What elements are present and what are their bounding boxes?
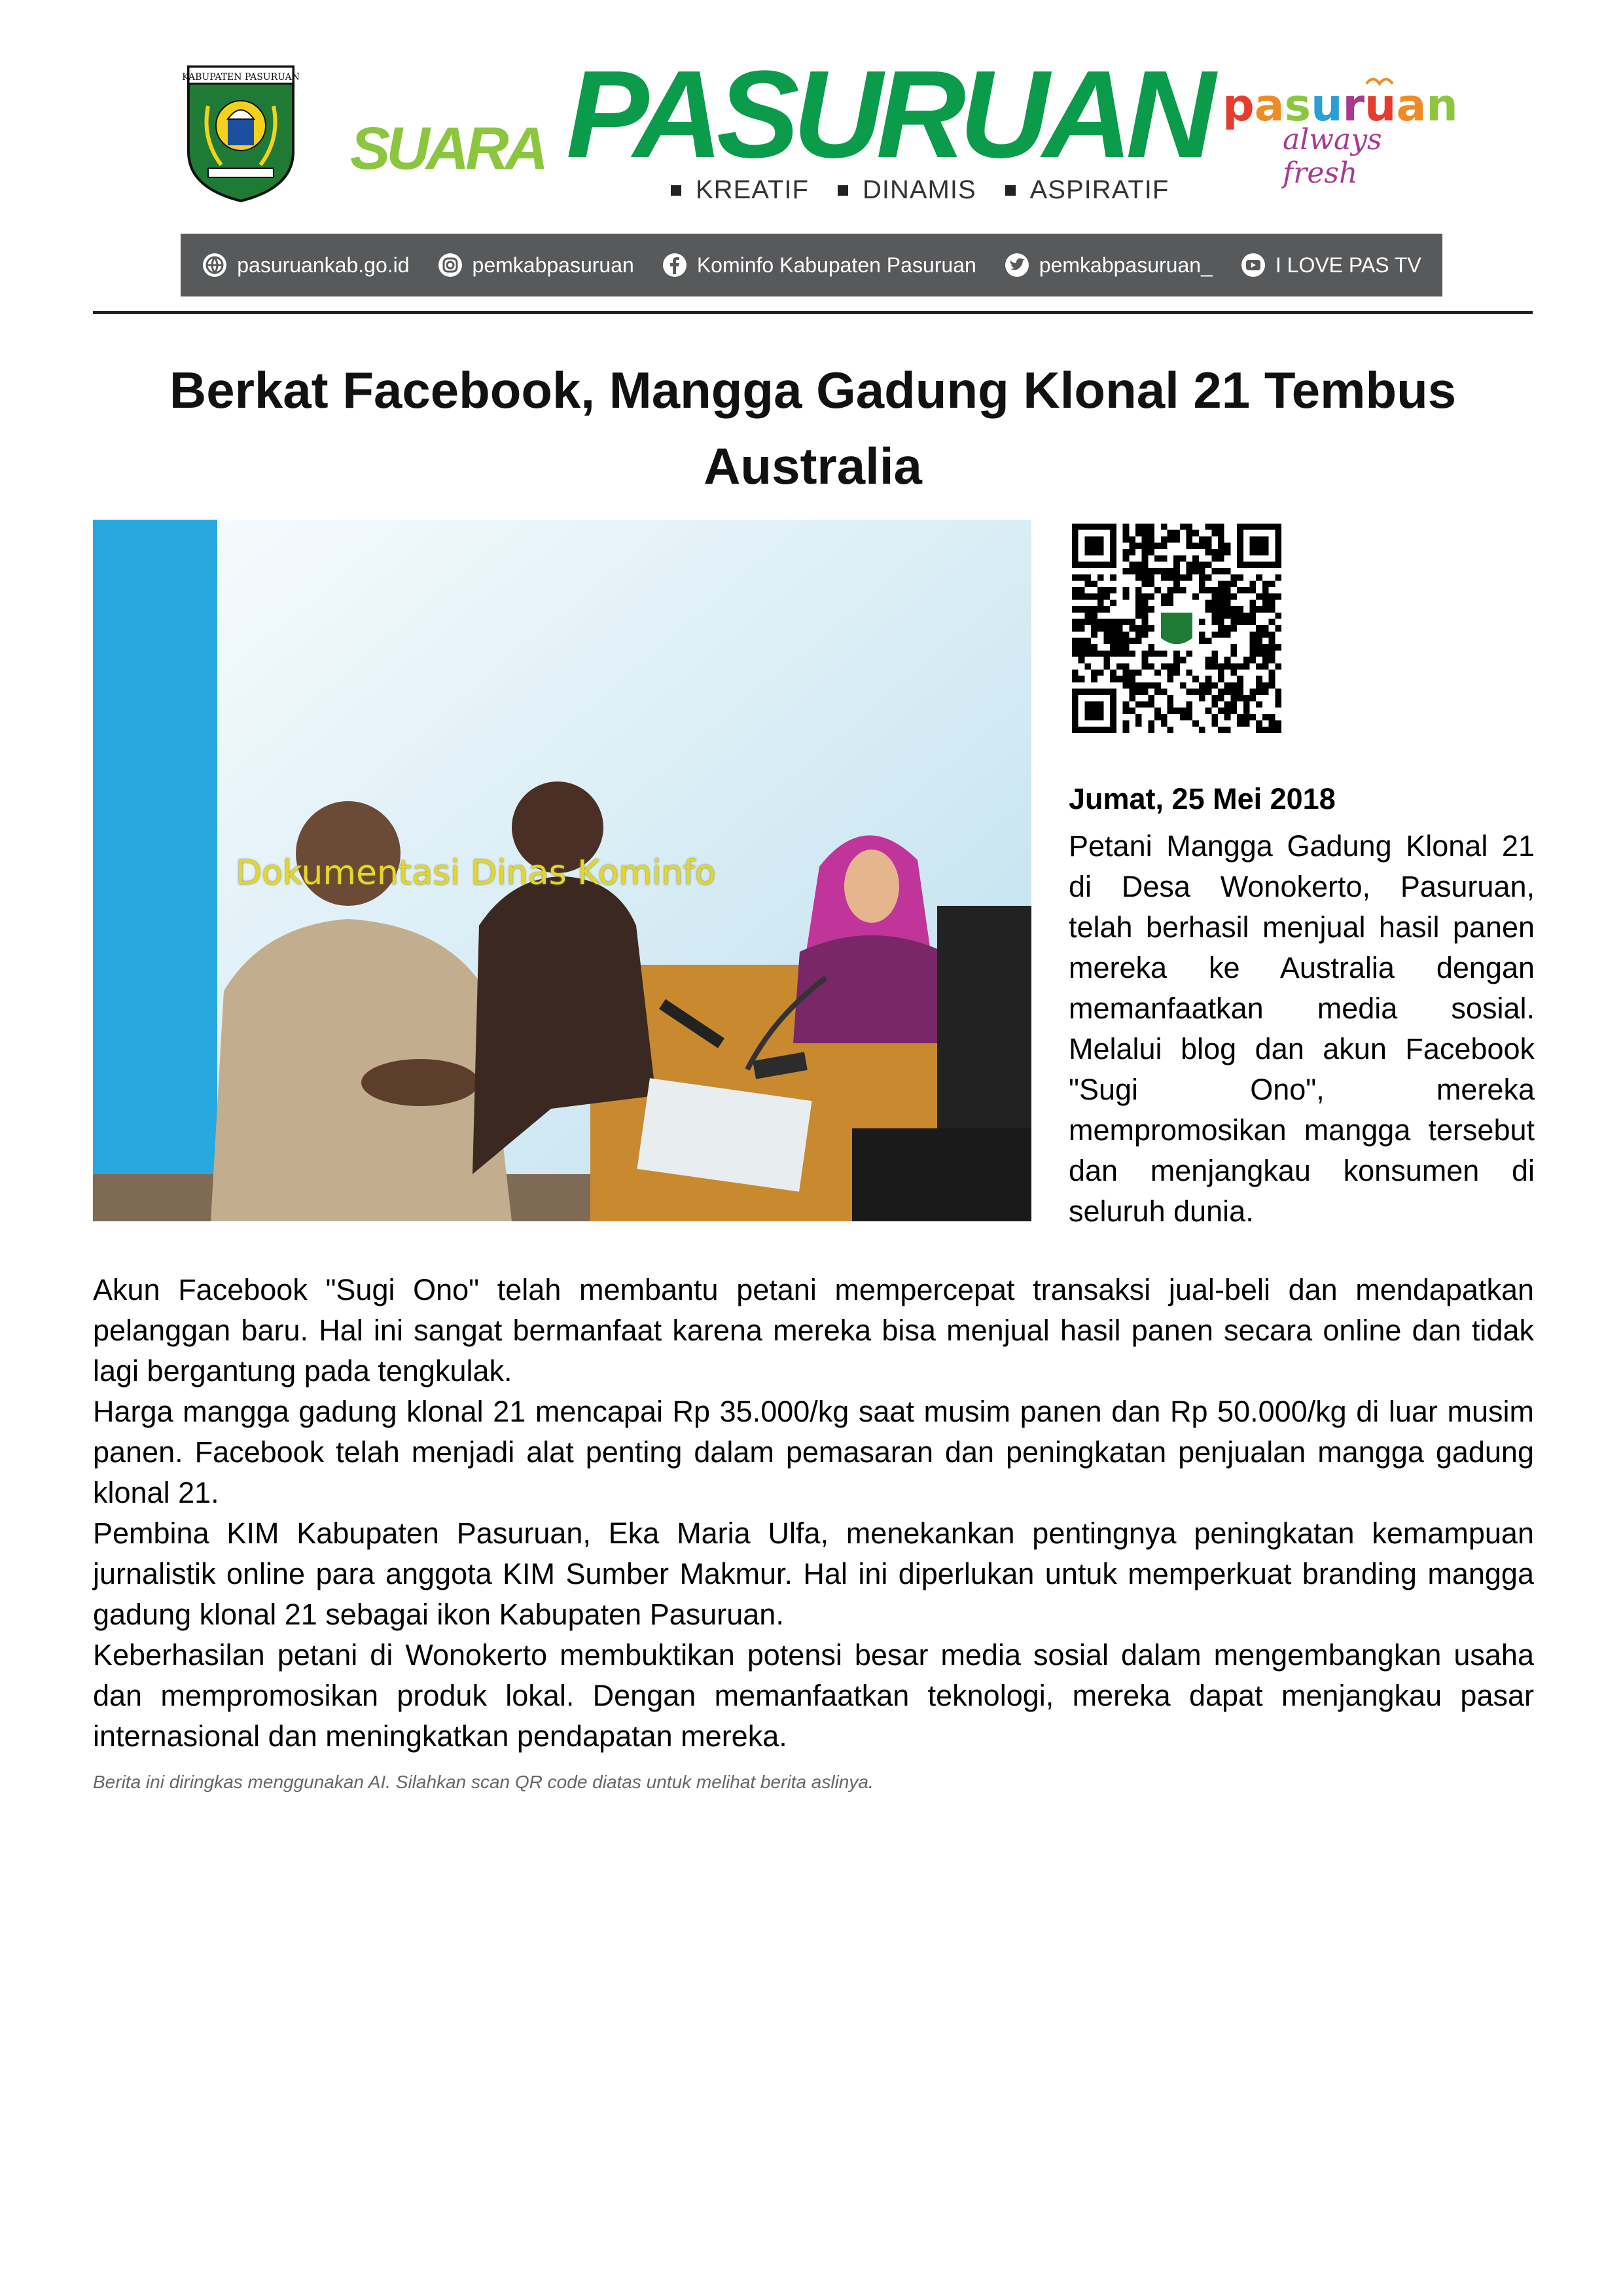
suara-pasuruan-logo (350, 45, 1209, 209)
social-label: pemkabpasuruan (472, 253, 634, 277)
article-lead (1069, 826, 1535, 1232)
social-label: pasuruankab.go.id (237, 253, 410, 277)
globe-icon (202, 252, 228, 278)
social-label: I LOVE PAS TV (1275, 253, 1421, 277)
twitter-icon (1004, 252, 1030, 278)
crest-text: KABUPATEN PASURUAN (182, 72, 300, 82)
brand-name: PASURUAN (566, 45, 1209, 184)
header-divider (93, 311, 1533, 314)
social-label: pemkabpasuruan_ (1039, 253, 1213, 277)
social-media-bar (181, 234, 1442, 296)
social-link-instagram[interactable] (437, 252, 634, 278)
ai-summary-footnote: Berita ini diringkas menggunakan AI. Silahkan scan QR code diatas untuk melihat berita aslinya. (93, 1772, 874, 1792)
youtube-icon (1240, 252, 1266, 278)
social-link-website[interactable] (202, 252, 409, 278)
tourism-logo-word: pasuruan (1222, 80, 1458, 132)
tagline-aspiratif: ASPIRATIF (1029, 175, 1169, 204)
brand-taglines (671, 175, 1169, 205)
lead-paragraph: Petani Mangga Gadung Klonal 21 di Desa Wonokerto, Pasuruan, telah berhasil menjual hasil panen mereka ke Australia dengan memanfaatkan media sosial. Melalui blog dan akun Facebook "Sugi Ono", mereka mempromosikan mangga tersebut dan menjangkau konsumen di seluruh dunia. (1069, 829, 1535, 1228)
bullet-square-icon (671, 185, 681, 196)
bullet-square-icon (838, 185, 848, 196)
tagline-kreatif: KREATIF (696, 175, 809, 204)
body-paragraph: Harga mangga gadung klonal 21 mencapai Rp 35.000/kg saat musim panen dan Rp 50.000/kg di luar musim panen. Facebook telah menjadi alat penting dalam pemasaran dan peningkatan penjualan mangga gadung klonal 21. (93, 1395, 1534, 1509)
body-paragraph: Keberhasilan petani di Wonokerto membuktikan potensi besar media sosial dalam mengembangkan usaha dan mempromosikan produk lokal. Dengan memanfaatkan teknologi, mereka dapat menjangkau pasar internasional dan meningkatkan pendapatan mereka. (93, 1638, 1534, 1753)
brand-prefix: SUARA (350, 115, 545, 182)
pasuruan-always-fresh-logo (1222, 77, 1458, 190)
tourism-logo-slogan: always fresh (1283, 123, 1382, 190)
social-link-youtube[interactable] (1240, 252, 1421, 278)
social-link-facebook[interactable] (662, 252, 976, 278)
tagline-dinamis: DINAMIS (862, 175, 976, 204)
article-title: Berkat Facebook, Mangga Gadung Klonal 21 Tembus Australia (169, 361, 1457, 495)
article-photo (93, 520, 1031, 1221)
facebook-icon (662, 252, 688, 278)
body-paragraph: Pembina KIM Kabupaten Pasuruan, Eka Maria Ulfa, menekankan pentingnya peningkatan kemampuan jurnalistik online para anggota KIM Sumber Makmur. Hal ini diperlukan untuk memperkuat branding mangga gadung klonal 21 sebagai ikon Kabupaten Pasuruan. (93, 1516, 1534, 1631)
regency-crest-logo (182, 54, 300, 204)
photo-watermark: Dokumentasi Dinas Kominfo (236, 853, 716, 893)
instagram-icon (437, 252, 463, 278)
body-paragraph: Akun Facebook "Sugi Ono" telah membantu petani mempercepat transaksi jual-beli dan mendapatkan pelanggan baru. Hal ini sangat bermanfaat karena mereka bisa menjual hasil panen secara online dan tidak lagi bergantung pada tengkulak. (93, 1273, 1534, 1388)
social-link-twitter[interactable] (1004, 252, 1213, 278)
social-label: Kominfo Kabupaten Pasuruan (696, 253, 976, 277)
qr-code[interactable] (1072, 524, 1281, 733)
bullet-square-icon (1005, 185, 1016, 196)
article-body (93, 1270, 1534, 1757)
article-date: Jumat, 25 Mei 2018 (1069, 782, 1336, 816)
